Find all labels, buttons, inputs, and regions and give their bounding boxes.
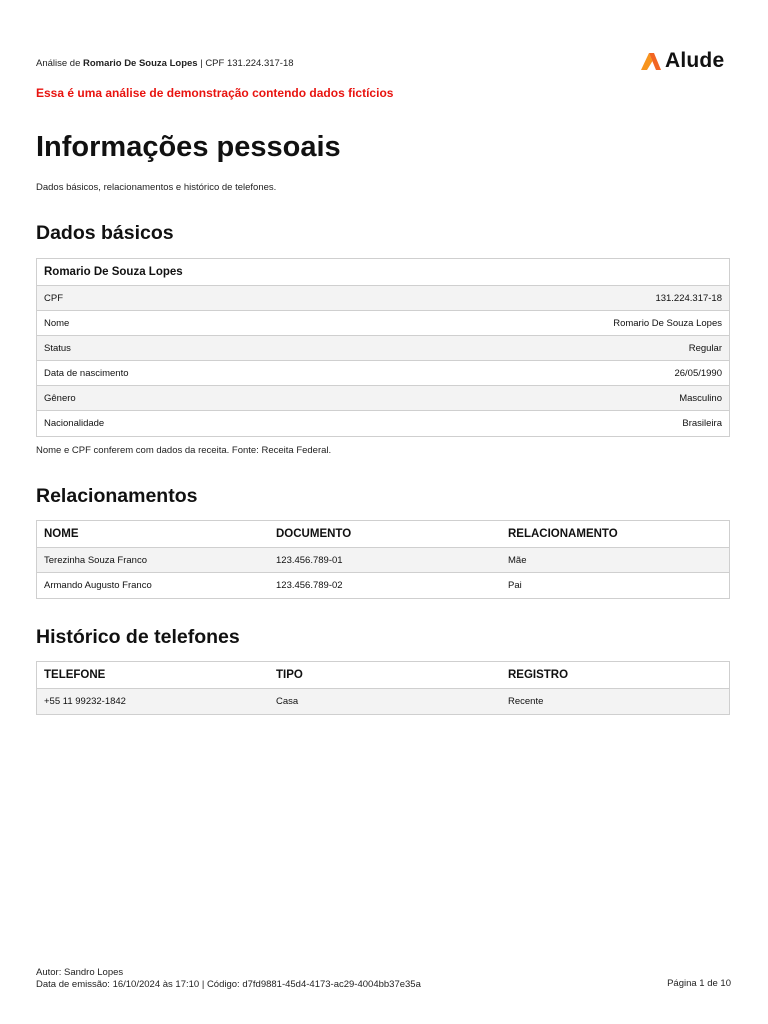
table-header	[37, 521, 729, 548]
section-title-dados-basicos: Dados básicos	[36, 222, 174, 244]
column-header-registro: REGISTRO	[508, 669, 569, 681]
cell-relacionamento: Pai	[508, 580, 522, 591]
telefones-table	[36, 661, 730, 715]
kv-value: 131.224.317-18	[655, 292, 722, 304]
kv-label: Status	[44, 342, 71, 354]
cell-registro: Recente	[508, 696, 544, 707]
relacionamentos-table	[36, 520, 730, 599]
kv-value: 26/05/1990	[674, 367, 722, 379]
demo-warning: Essa é uma análise de demonstração contendo dados fictícios	[36, 86, 394, 100]
header-person-name: Romario De Souza Lopes	[83, 58, 198, 69]
footer-info	[36, 967, 421, 990]
table-row	[37, 573, 729, 598]
kv-label: Nome	[44, 317, 70, 329]
column-header-documento: DOCUMENTO	[276, 528, 352, 540]
kv-row-data-nascimento	[37, 361, 729, 386]
kv-label: Nacionalidade	[44, 418, 105, 429]
column-header-telefone: TELEFONE	[44, 669, 106, 681]
page-title: Informações pessoais	[36, 131, 341, 163]
cell-nome: Armando Augusto Franco	[44, 580, 152, 591]
section-title-relacionamentos: Relacionamentos	[36, 485, 198, 507]
kv-row-cpf	[37, 286, 729, 311]
alude-logo	[641, 49, 724, 73]
cell-documento: 123.456.789-01	[276, 554, 343, 566]
kv-label: Data de nascimento	[44, 367, 129, 379]
cell-documento: 123.456.789-02	[276, 580, 343, 591]
cell-relacionamento: Mãe	[508, 554, 527, 566]
kv-row-status	[37, 336, 729, 361]
kv-value: Regular	[688, 342, 722, 354]
dados-basicos-box-title: Romario De Souza Lopes	[37, 259, 729, 286]
kv-value: Masculino	[679, 392, 722, 404]
cell-nome: Terezinha Souza Franco	[44, 554, 147, 566]
dados-basicos-box	[36, 258, 730, 437]
kv-row-nome	[37, 311, 729, 336]
receita-note: Nome e CPF conferem com dados da receita. Fonte: Receita Federal.	[36, 445, 332, 456]
kv-row-nacionalidade	[37, 411, 729, 436]
table-row	[37, 689, 729, 714]
kv-value: Romario De Souza Lopes	[613, 317, 722, 329]
table-header	[37, 662, 729, 689]
cell-telefone: +55 11 99232-1842	[44, 696, 126, 707]
column-header-nome: NOME	[44, 528, 79, 540]
page-subtitle: Dados básicos, relacionamentos e histórico de telefones.	[36, 182, 277, 193]
kv-value: Brasileira	[682, 418, 722, 429]
kv-row-genero	[37, 386, 729, 411]
header-cpf: | CPF 131.224.317-18	[200, 58, 294, 69]
page-number: Página 1 de 10	[667, 978, 731, 989]
table-row	[37, 548, 729, 573]
kv-label: CPF	[44, 292, 63, 304]
cell-tipo: Casa	[276, 696, 299, 707]
logo-text: Alude	[665, 49, 725, 72]
column-header-tipo: TIPO	[276, 669, 303, 681]
header-prefix: Análise de	[36, 58, 81, 69]
report-header	[36, 58, 294, 69]
kv-label: Gênero	[44, 392, 76, 404]
section-title-telefones: Histórico de telefones	[36, 626, 240, 648]
footer-emission: Data de emissão: 16/10/2024 às 17:10 | Código: d7fd9881-45d4-4173-ac29-4004bb37e35a	[36, 978, 421, 990]
column-header-relacionamento: RELACIONAMENTO	[508, 528, 618, 540]
footer-author: Autor: Sandro Lopes	[36, 967, 124, 978]
alude-logo-icon	[641, 53, 661, 70]
